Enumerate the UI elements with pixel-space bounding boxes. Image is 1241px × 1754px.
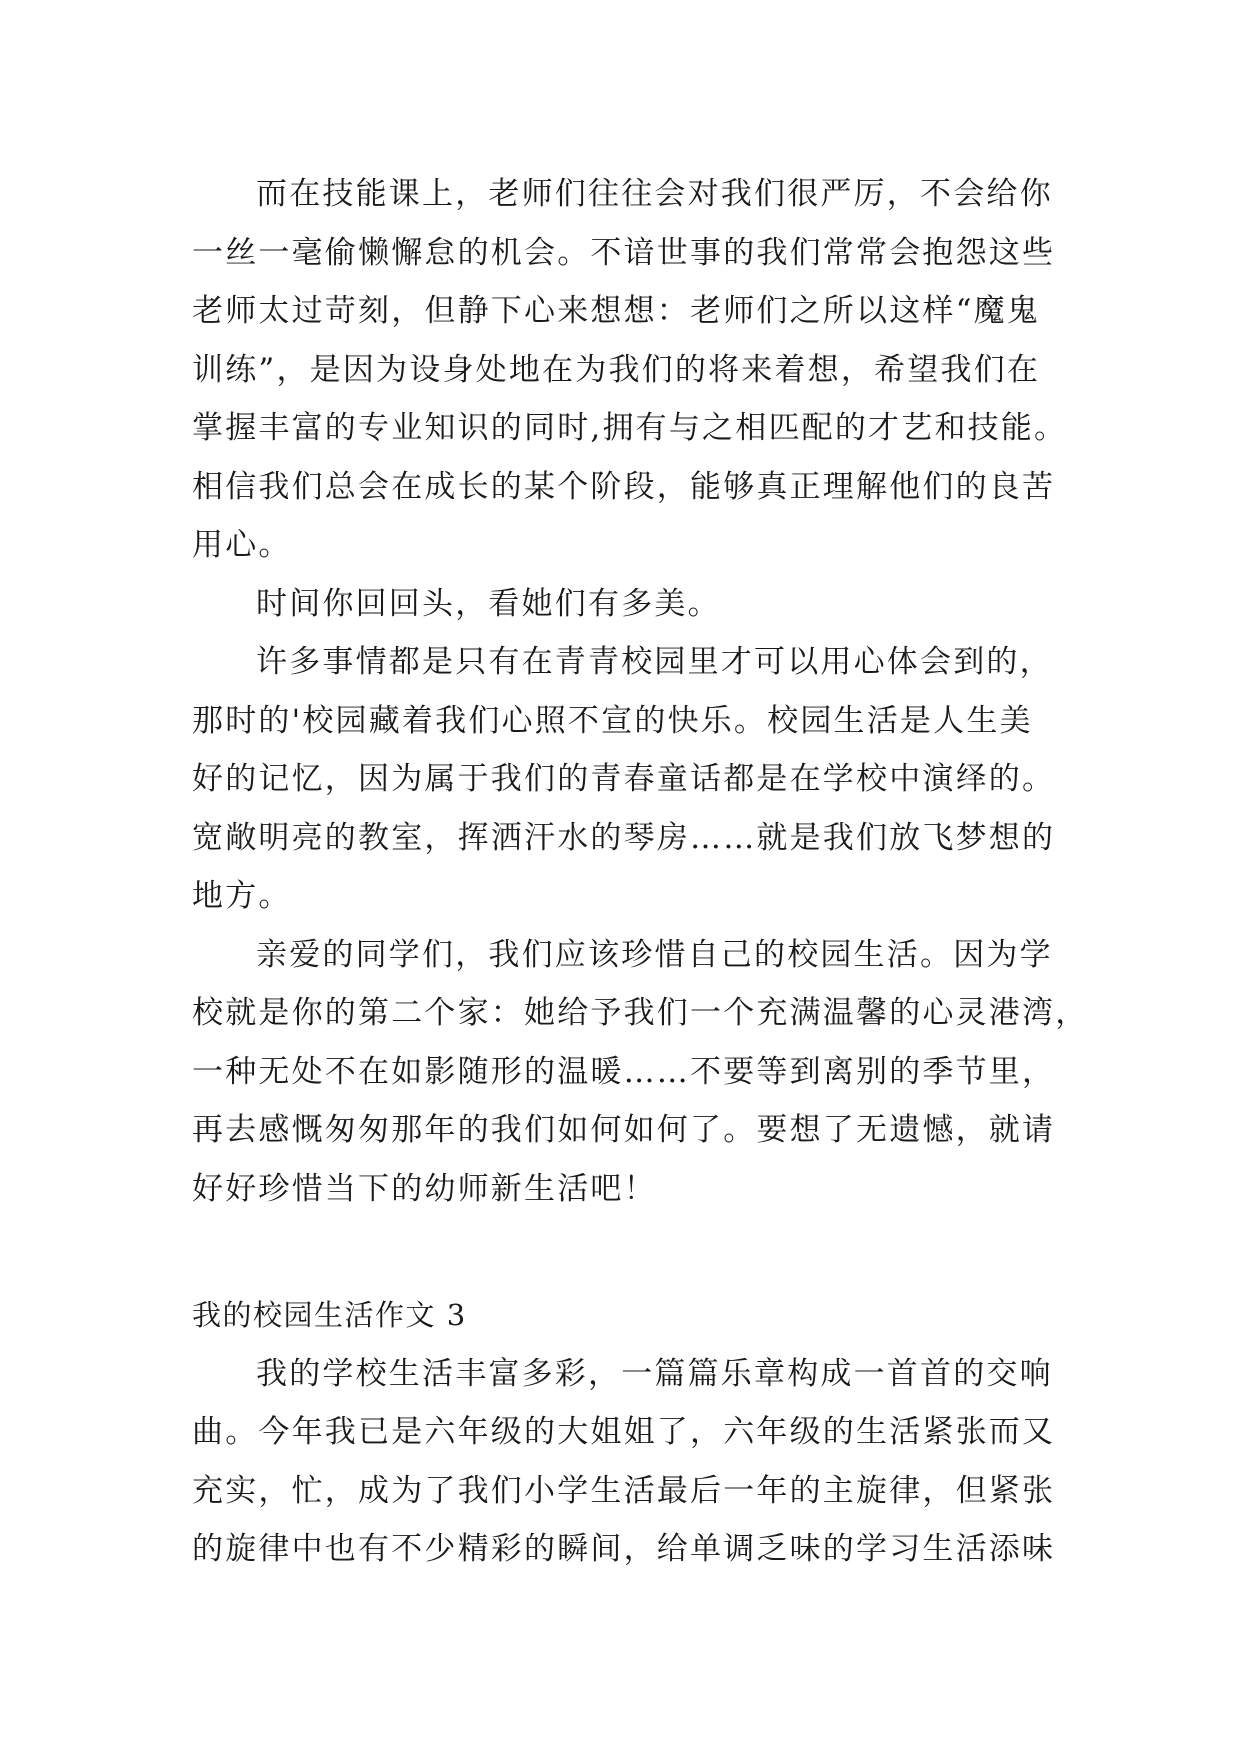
text-line: 老师太过苛刻，但静下心来想想：老师们之所以这样“魔鬼 — [192, 293, 1041, 329]
paragraph-school-life — [192, 1345, 1056, 1579]
text-line: 我的学校生活丰富多彩，一篇篇乐章构成一首首的交响 — [256, 1355, 1053, 1392]
text-line: 一丝一毫偷懒懈怠的机会。不谙世事的我们常常会抱怨这些 — [192, 234, 1056, 271]
text-line: 掌握丰富的专业知识的同时,拥有与之相匹配的才艺和技能。 — [192, 410, 1068, 446]
text-line: 用心。 — [192, 527, 292, 563]
text-line: 好好珍惜当下的幼师新生活吧！ — [192, 1170, 657, 1207]
text-line: 亲爱的同学们，我们应该珍惜自己的校园生活。因为学 — [256, 936, 1053, 973]
text-line: 宽敞明亮的教室，挥洒汗水的琴房……就是我们放飞梦想的 — [192, 819, 1056, 856]
text-line: 而在技能课上，老师们往往会对我们很严厉，不会给你 — [256, 176, 1053, 212]
paragraph-campus-memories — [192, 633, 1056, 926]
section-gap — [192, 1218, 1052, 1286]
document-page — [192, 165, 1089, 1579]
paragraph-look-back — [192, 575, 1052, 634]
text-line: 的旋律中也有不少精彩的瞬间，给单调乏味的学习生活添味 — [192, 1531, 1056, 1567]
text-line: 相信我们总会在成长的某个阶段，能够真正理解他们的良苦 — [192, 468, 1056, 505]
text-line: 许多事情都是只有在青青校园里才可以用心体会到的， — [256, 644, 1053, 680]
text-line: 曲。今年我已是六年级的大姐姐了，六年级的生活紧张而又 — [192, 1414, 1056, 1450]
text-line: 地方。 — [192, 878, 292, 914]
text-line: 校就是你的第二个家：她给予我们一个充满温馨的心灵港湾， — [192, 995, 1089, 1031]
text-line: 一种无处不在如影随形的温暖……不要等到离别的季节里， — [192, 1053, 1056, 1090]
text-line: 训练”，是因为设身处地在为我们的将来着想，希望我们在 — [192, 351, 1041, 388]
text-line: 时间你回回头，看她们有多美。 — [256, 585, 721, 622]
section-heading: 我的校园生活作文 3 — [192, 1298, 467, 1332]
paragraph-skills-class — [192, 165, 1068, 575]
text-line: 那时的'校园藏着我们心照不宣的快乐。校园生活是人生美 — [192, 702, 1033, 739]
text-line: 充实，忙，成为了我们小学生活最后一年的主旋律，但紧张 — [192, 1472, 1056, 1509]
paragraph-cherish-campus — [192, 926, 1089, 1219]
text-line: 再去感慨匆匆那年的我们如何如何了。要想了无遗憾，就请 — [192, 1112, 1056, 1148]
text-line: 好的记忆，因为属于我们的青春童话都是在学校中演绎的。 — [192, 761, 1056, 797]
